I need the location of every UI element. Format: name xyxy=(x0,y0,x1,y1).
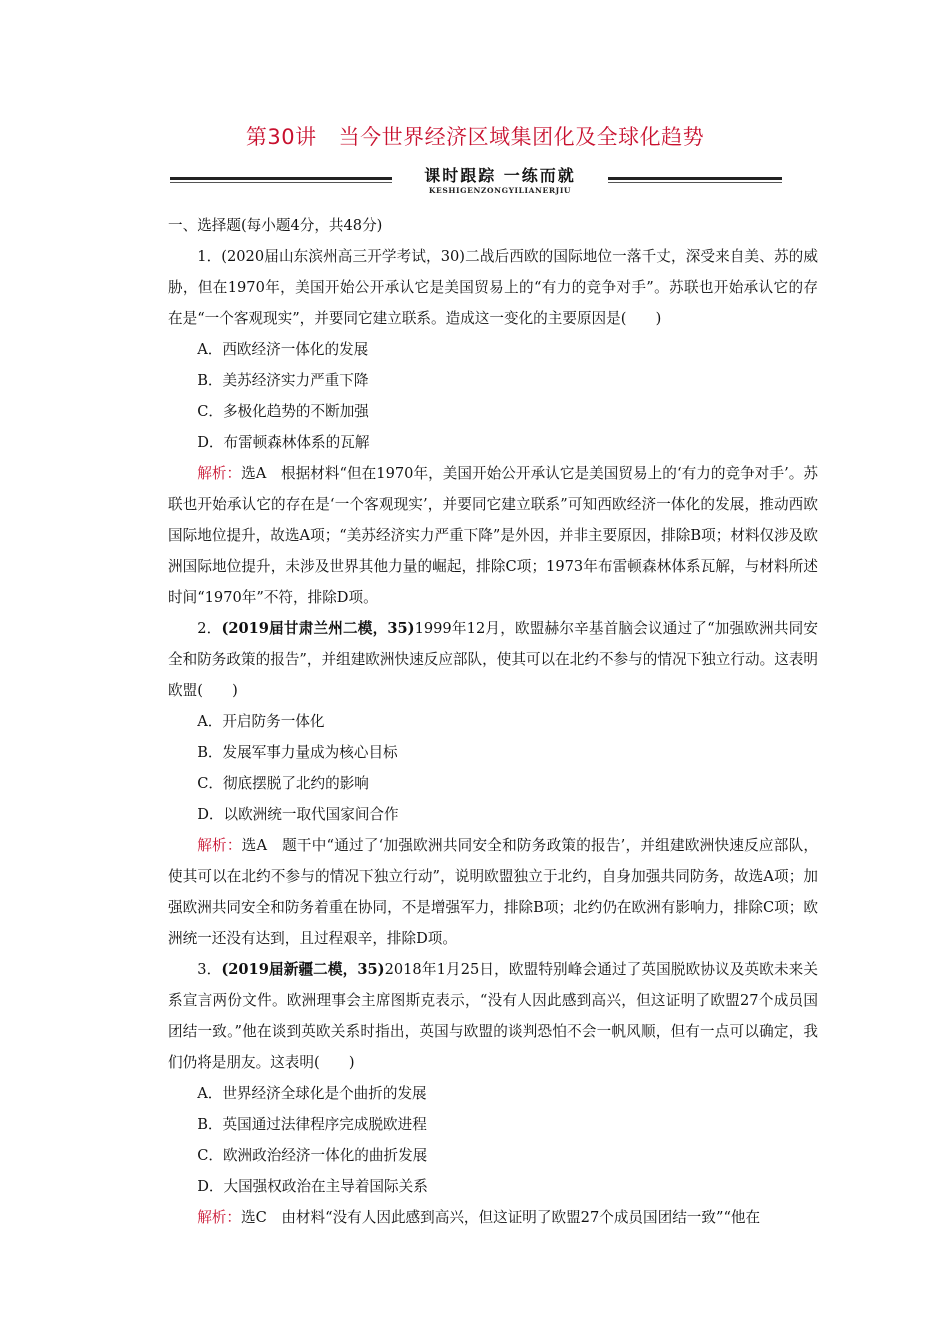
question-2-stem xyxy=(168,613,818,706)
banner-rule-right xyxy=(608,177,782,180)
question-3-option-a: A．世界经济全球化是个曲折的发展 xyxy=(197,1085,427,1102)
question-source: (2019届新疆二模，35) xyxy=(221,961,385,978)
analysis-text: 选A 根据材料“但在1970年，美国开始公开承认它是美国贸易上的‘有力的竞争对手’。苏联也开始承认它的存在是‘一个客观现实’，并要同它建立联系”可知西欧经济一体化的发展，推动西欧国际地位提升，故选A项；“美苏经济实力严重下降”是外因，并非主要原因，排除B项；材料仅涉及欧洲国际地位提升，未涉及世界其他力量的崛起，排除C项；1973年布雷顿森林体系瓦解，与材料所述时间“1970年”不符，排除D项。 xyxy=(168,465,818,606)
lecture-number: 第30讲 xyxy=(245,125,317,149)
banner-pinyin: KESHIGENZONGYILIANERJIU xyxy=(428,186,572,195)
analysis-label: 解析： xyxy=(197,1209,241,1226)
question-source: (2020届山东滨州高三开学考试，30) xyxy=(221,248,465,265)
question-3-stem xyxy=(168,954,818,1078)
section-banner xyxy=(170,163,782,203)
question-3-option-c: C．欧洲政治经济一体化的曲折发展 xyxy=(197,1147,428,1164)
question-1-analysis xyxy=(168,458,818,613)
question-1-option-c: C．多极化趋势的不断加强 xyxy=(197,403,369,420)
banner-rule-left xyxy=(170,177,392,180)
question-text: 2018年1月25日，欧盟特别峰会通过了英国脱欧协议及英欧未来关系宣言两份文件。欧洲理事会主席图斯克表示，“没有人因此感到高兴，但这证明了欧盟27个成员国团结一致。”他在谈到英欧关系时指出，英国与欧盟的谈判恐怕不会一帆风顺，但有一点可以确定，我们仍将是朋友。这表明( ) xyxy=(168,961,818,1071)
question-2-option-b: B．发展军事力量成为核心目标 xyxy=(197,744,398,761)
question-3-option-b: B．英国通过法律程序完成脱欧进程 xyxy=(197,1116,427,1133)
question-number: 3． xyxy=(197,961,222,978)
question-number: 1． xyxy=(197,248,222,265)
question-text: 二战后西欧的国际地位一落千丈，深受来自美、苏的威胁，但在1970年，美国开始公开承认它是美国贸易上的“有力的竞争对手”。苏联也开始承认它的存在是“一个客观现实”，并要同它建立联系。造成这一变化的主要原因是( ) xyxy=(168,248,818,327)
question-1-option-a: A．西欧经济一体化的发展 xyxy=(197,341,369,358)
question-source: (2019届甘肃兰州二模，35) xyxy=(221,620,415,637)
question-3-analysis xyxy=(168,1202,818,1233)
banner-rule-right-thin xyxy=(608,182,782,183)
question-2-option-d: D．以欧洲统一取代国家间合作 xyxy=(197,806,399,823)
question-2-option-a: A．开启防务一体化 xyxy=(197,713,325,730)
analysis-text: 选A 题干中“通过了‘加强欧洲共同安全和防务政策的报告’，并组建欧洲快速反应部队，使其可以在北约不参与的情况下独立行动”，说明欧盟独立于北约，自身加强共同防务，故选A项；加强欧洲共同安全和防务着重在协同，不是增强军力，排除B项；北约仍在欧洲有影响力，排除C项；欧洲统一还没有达到，且过程艰辛，排除D项。 xyxy=(168,837,818,947)
page-title xyxy=(0,121,950,151)
question-2-option-c: C．彻底摆脱了北约的影响 xyxy=(197,775,369,792)
banner-rule-left-thin xyxy=(170,182,392,183)
analysis-text: 选C 由材料“没有人因此感到高兴，但这证明了欧盟27个成员国团结一致”“他在 xyxy=(240,1209,761,1226)
question-1-option-d: D．布雷顿森林体系的瓦解 xyxy=(197,434,370,451)
section-heading: 一、选择题(每小题4分，共48分) xyxy=(168,217,383,234)
question-2-analysis xyxy=(168,830,818,954)
question-number: 2． xyxy=(197,620,222,637)
question-text: 1999年12月，欧盟赫尔辛基首脑会议通过了“加强欧洲共同安全和防务政策的报告”，并组建欧洲快速反应部队，使其可以在北约不参与的情况下独立行动。这表明欧盟( ) xyxy=(168,620,818,699)
question-1-option-b: B．美苏经济实力严重下降 xyxy=(197,372,369,389)
lecture-name: 当今世界经济区域集团化及全球化趋势 xyxy=(338,125,705,149)
question-content xyxy=(168,210,818,1233)
analysis-label: 解析： xyxy=(197,837,242,854)
question-3-option-d: D．大国强权政治在主导着国际关系 xyxy=(197,1178,428,1195)
question-1-stem xyxy=(168,241,818,334)
analysis-label: 解析： xyxy=(197,465,242,482)
banner-label: 课时跟踪 一练而就 xyxy=(424,166,576,185)
